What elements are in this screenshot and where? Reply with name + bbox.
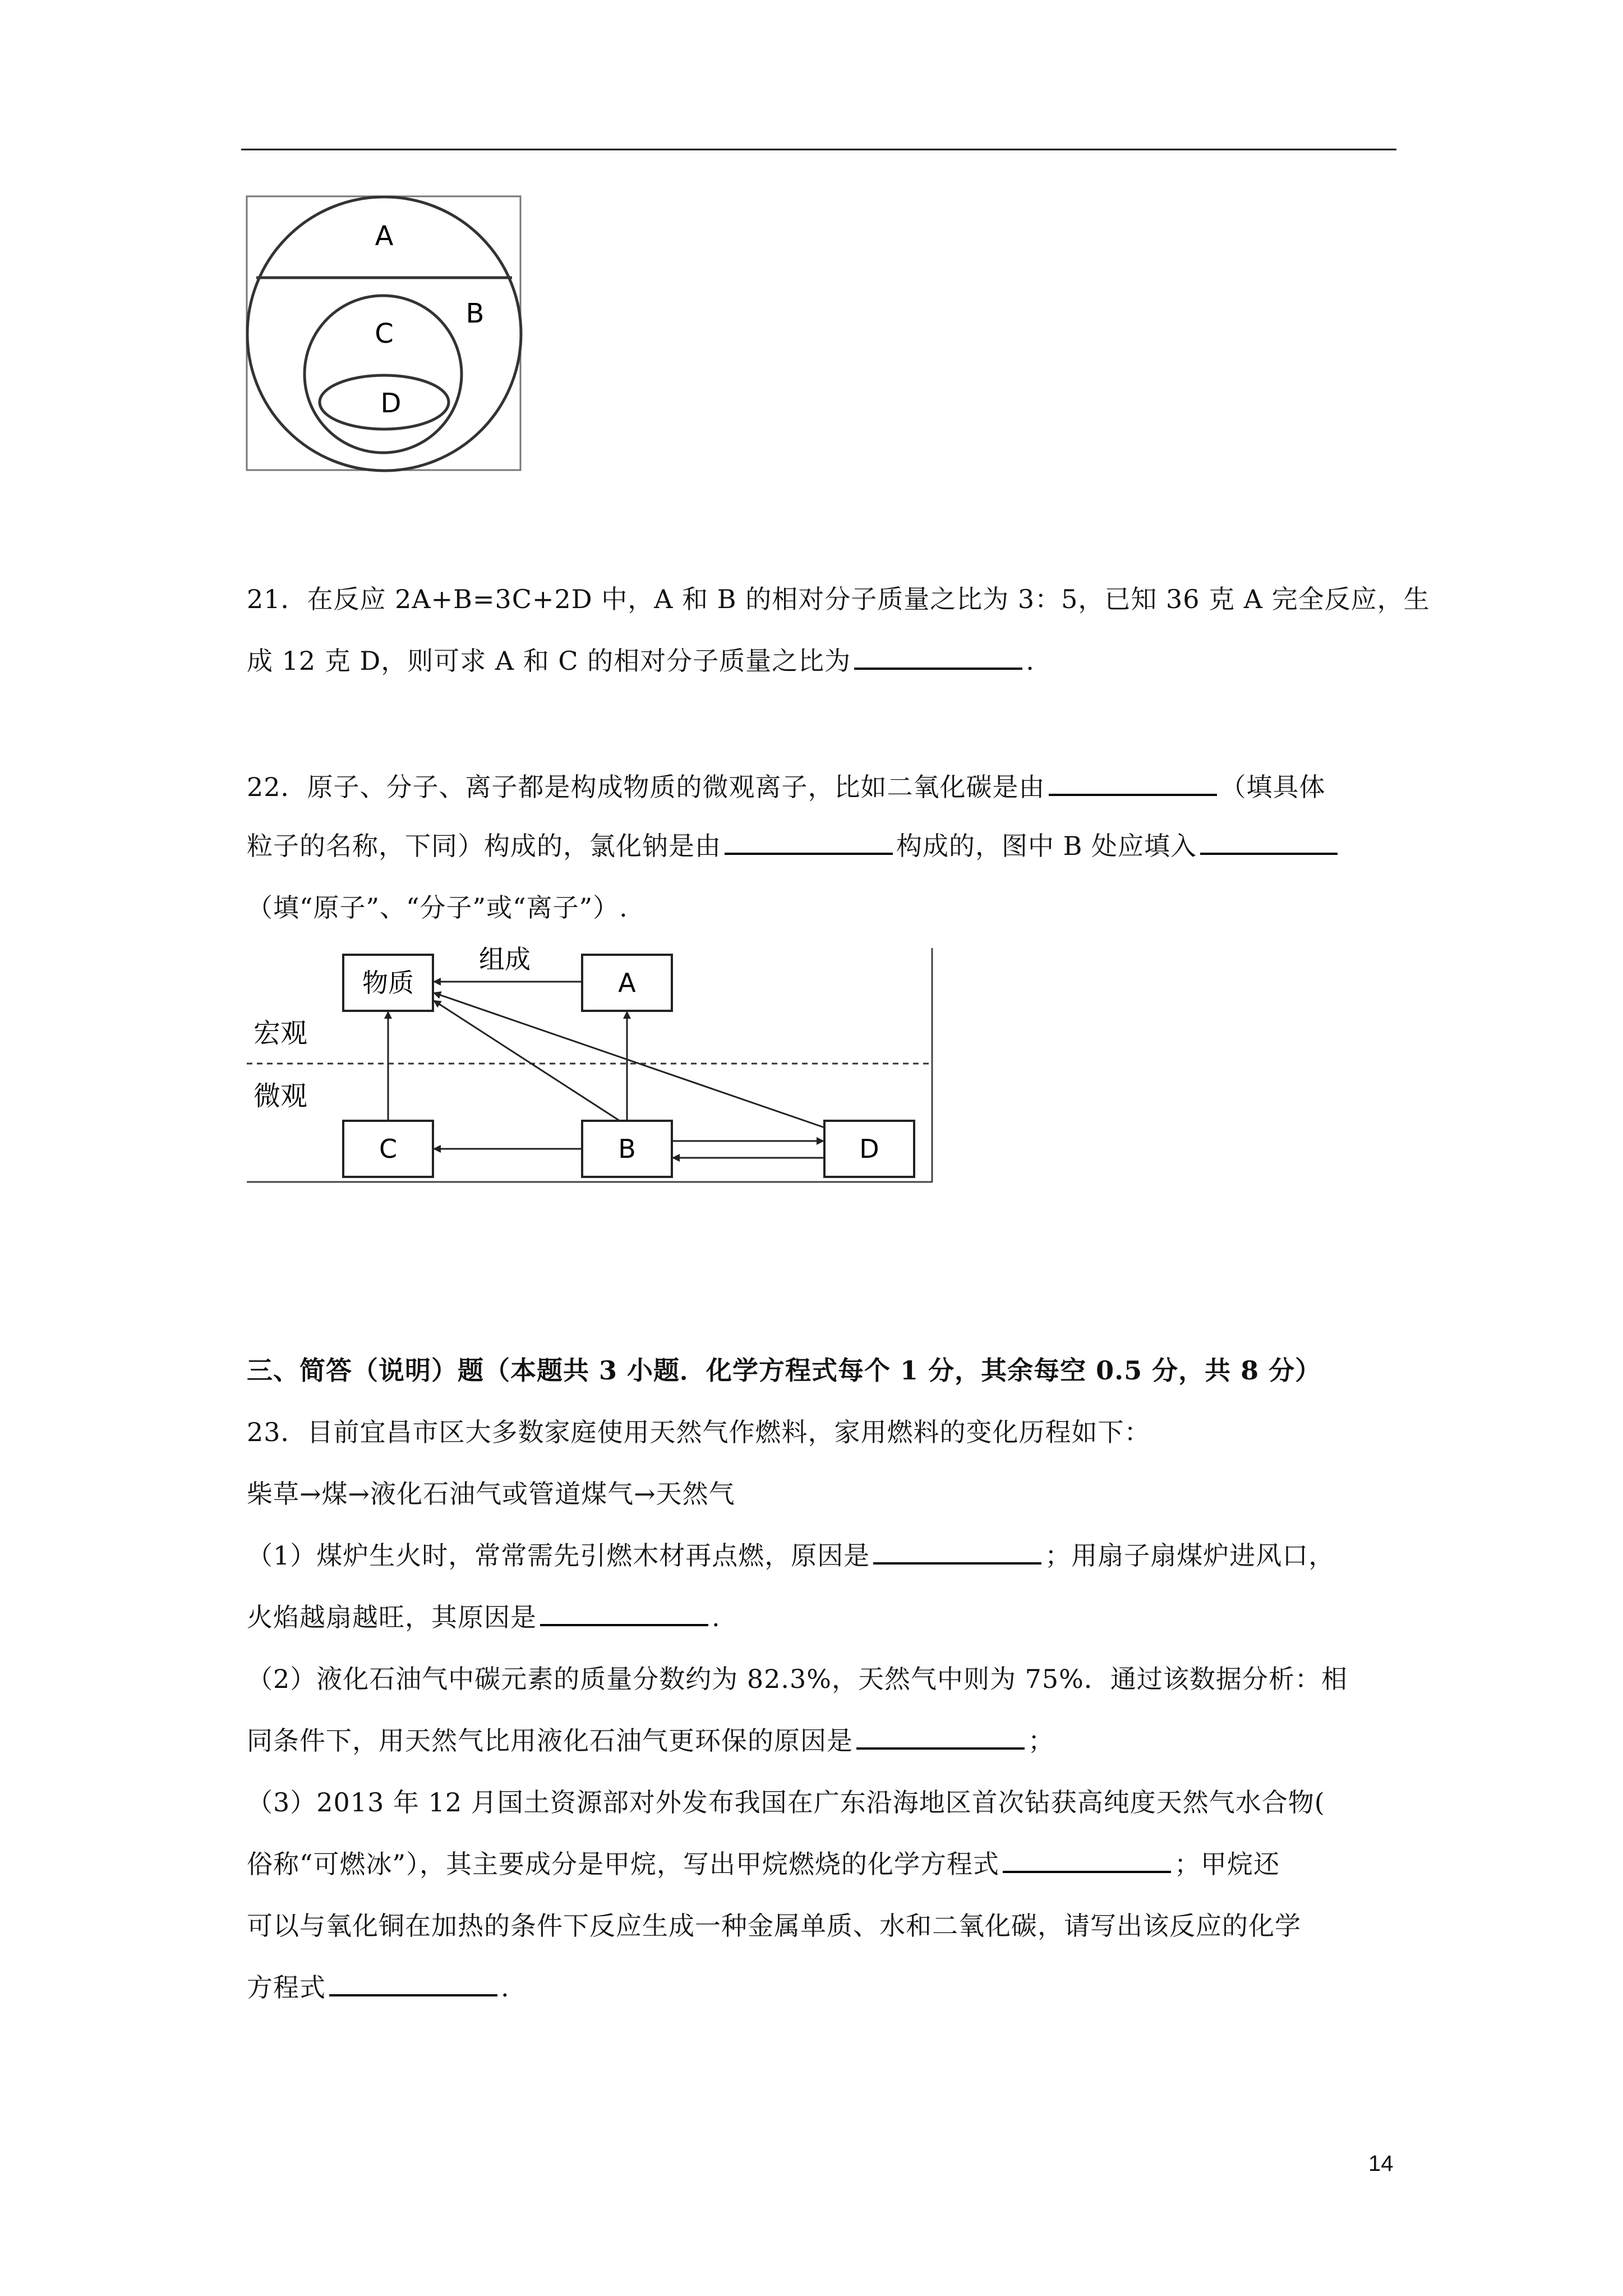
q22-line3: （填“原子”、“分子”或“离子”）. [247, 892, 628, 923]
q22-blank-b[interactable] [1200, 829, 1338, 855]
macro-micro-diagram [247, 942, 937, 1184]
q21-text: 成 12 克 D，则可求 A 和 C 的相对分子质量之比为 [247, 646, 851, 676]
q23-blank-2[interactable] [856, 1724, 1025, 1750]
q23-p2-line1: （2）液化石油气中碳元素的质量分数约为 82.3%，天然气中则为 75%．通过该数据分析：相 [247, 1664, 1348, 1694]
q23-blank-1a[interactable] [873, 1539, 1041, 1565]
q23-blank-3a[interactable] [1003, 1847, 1171, 1873]
q23-intro: 23．目前宜昌市区大多数家庭使用天然气作燃料，家用燃料的变化历程如下： [247, 1417, 1151, 1447]
q23-chain: 柴草→煤→液化石油气或管道煤气→天然气 [247, 1479, 735, 1509]
label-micro: 微观 [253, 1080, 308, 1112]
q21-line1: 21．在反应 2A+B=3C+2D 中，A 和 B 的相对分子质量之比为 3：5，已知 36 克 A 完全反应，生 [247, 584, 1430, 614]
venn-label-c: C [375, 318, 394, 349]
node-wuzhi-label: 物质 [362, 968, 414, 998]
q23-p3-line2: 俗称“可燃冰”），其主要成分是甲烷，写出甲烷燃烧的化学方程式 ；甲烷还 [247, 1847, 1280, 1881]
node-a-label: A [618, 968, 636, 998]
q23-blank-3b[interactable] [329, 1971, 497, 1996]
q22-blank-nacl[interactable] [725, 829, 893, 855]
node-b-label: B [618, 1134, 636, 1164]
q23-p3-line3: 可以与氧化铜在加热的条件下反应生成一种金属单质、水和二氧化碳，请写出该反应的化学 [247, 1911, 1301, 1941]
q22-line1: 22．原子、分子、离子都是构成物质的微观离子，比如二氧化碳是由 （填具体 [247, 770, 1326, 804]
q23-p2-line2: 同条件下，用天然气比用液化石油气更环保的原因是 ； [247, 1724, 1054, 1757]
page-number: 14 [1368, 2151, 1394, 2176]
q23-p3-line1: （3）2013 年 12 月国土资源部对外发布我国在广东沿海地区首次钻获高纯度天然气水合物( [247, 1787, 1325, 1818]
edge-b-to-wuzhi [434, 1001, 620, 1121]
q22-line2: 粒子的名称，下同）构成的，氯化钠是由 构成的，图中 B 处应填入 [247, 829, 1341, 863]
q21-answer-blank[interactable] [854, 644, 1022, 670]
node-d-label: D [859, 1134, 879, 1164]
q23-blank-1b[interactable] [540, 1600, 708, 1626]
venn-label-a: A [375, 220, 394, 252]
q22-blank-co2[interactable] [1049, 770, 1217, 796]
venn-diagram [244, 194, 524, 474]
q23-p1-line1: （1）煤炉生火时，常常需先引燃木材再点燃，原因是 ；用扇子扇煤炉进风口， [247, 1539, 1335, 1572]
edge-label-zucheng: 组成 [479, 944, 531, 974]
section3-title: 三、简答（说明）题（本题共 3 小题．化学方程式每个 1 分，其余每空 0.5 分，共 8 分） [247, 1355, 1322, 1386]
q23-p3-line4: 方程式 . [247, 1971, 510, 2004]
label-macro: 宏观 [253, 1018, 308, 1049]
edge-d-to-wuzhi [434, 993, 824, 1128]
q21-line2: 成 12 克 D，则可求 A 和 C 的相对分子质量之比为 . [247, 644, 1035, 678]
node-c-label: C [379, 1134, 398, 1164]
q23-p1-line2: 火焰越扇越旺，其原因是 . [247, 1600, 721, 1634]
header-rule [241, 149, 1396, 150]
venn-label-d: D [380, 388, 402, 419]
venn-label-b: B [465, 298, 485, 329]
